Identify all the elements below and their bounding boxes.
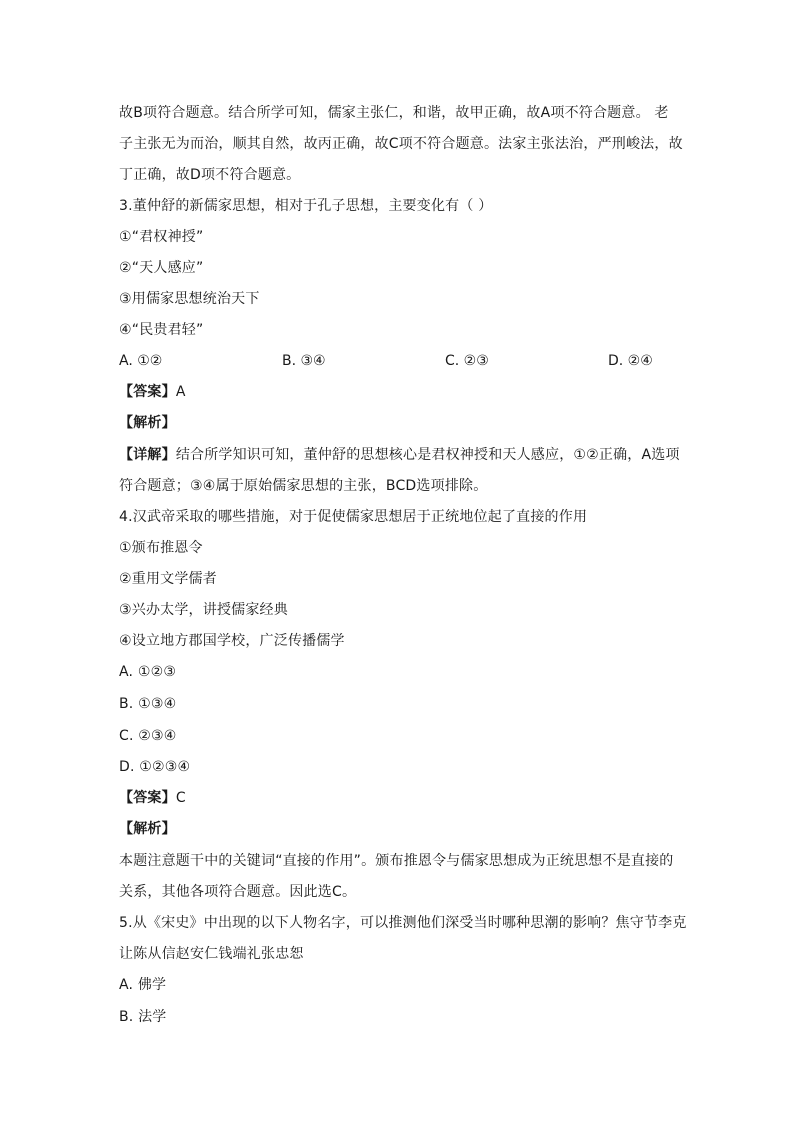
- text-line: 故B项符合题意。结合所学可知，儒家主张仁，和谐，故甲正确，故A项不符合题意。 老: [119, 105, 669, 121]
- question-3-item: ④“民贵君轻”: [119, 322, 204, 338]
- question-3-stem: 3.董仲舒的新儒家思想，相对于孔子思想，主要变化有（ ）: [119, 198, 493, 214]
- analysis-tag: 【解析】: [119, 821, 176, 837]
- question-4-item: ④设立地方郡国学校，广泛传播儒学: [119, 633, 345, 649]
- answer-line: [119, 788, 186, 808]
- question-4-stem: 4.汉武帝采取的哪些措施，对于促使儒家思想居于正统地位起了直接的作用: [119, 509, 588, 525]
- option-d: D. ②④: [608, 353, 653, 369]
- option-a: A. ①②③: [119, 664, 177, 680]
- option-c: C. ②③: [445, 353, 489, 369]
- question-4-item: ③兴办太学，讲授儒家经典: [119, 602, 288, 618]
- option-d: D. ①②③④: [119, 759, 191, 775]
- answer-line: [119, 382, 186, 402]
- analysis-heading: [119, 819, 176, 839]
- option-a: A. 佛学: [119, 977, 167, 993]
- question-3-options: [119, 351, 679, 371]
- analysis-line: 本题注意题干中的关键词“直接的作用”。颁布推恩令与儒家思想成为正统思想不是直接的: [119, 853, 674, 869]
- question-5-stem: 5.从《宋史》中出现的以下人物名字，可以推测他们深受当时哪种思潮的影响？焦守节李克: [119, 915, 687, 931]
- analysis-tag: 【解析】: [119, 415, 176, 431]
- option-a: A. ①②: [119, 353, 163, 369]
- analysis-heading: [119, 413, 176, 433]
- answer-tag: 【答案】: [119, 384, 176, 400]
- text-line: 子主张无为而治，顺其自然，故丙正确，故C项不符合题意。法家主张法治，严刑峻法，故: [119, 136, 683, 152]
- detail-line: 符合题意；③④属于原始儒家思想的主张，BCD选项排除。: [119, 478, 488, 494]
- option-b: B. 法学: [119, 1009, 167, 1025]
- detail-line: [119, 445, 680, 465]
- option-c: C. ②③④: [119, 728, 177, 744]
- answer-value: A: [175, 384, 186, 400]
- analysis-line: 关系，其他各项符合题意。因此选C。: [119, 884, 357, 900]
- detail-text: 结合所学知识可知，董仲舒的思想核心是君权神授和天人感应，①②正确，A选项: [175, 447, 680, 463]
- question-3-item: ①“君权神授”: [119, 229, 204, 245]
- text-line: 丁正确，故D项不符合题意。: [119, 167, 301, 183]
- question-3-item: ②“天人感应”: [119, 260, 204, 276]
- question-4-item: ②重用文学儒者: [119, 571, 217, 587]
- question-4-item: ①颁布推恩令: [119, 540, 203, 556]
- question-3-item: ③用儒家思想统治天下: [119, 291, 260, 307]
- answer-value: C: [175, 790, 186, 806]
- detail-tag: 【详解】: [119, 447, 176, 463]
- question-5-stem: 让陈从信赵安仁钱端礼张忠恕: [119, 946, 304, 962]
- option-b: B. ①③④: [119, 696, 177, 712]
- answer-tag: 【答案】: [119, 790, 176, 806]
- option-b: B. ③④: [282, 353, 326, 369]
